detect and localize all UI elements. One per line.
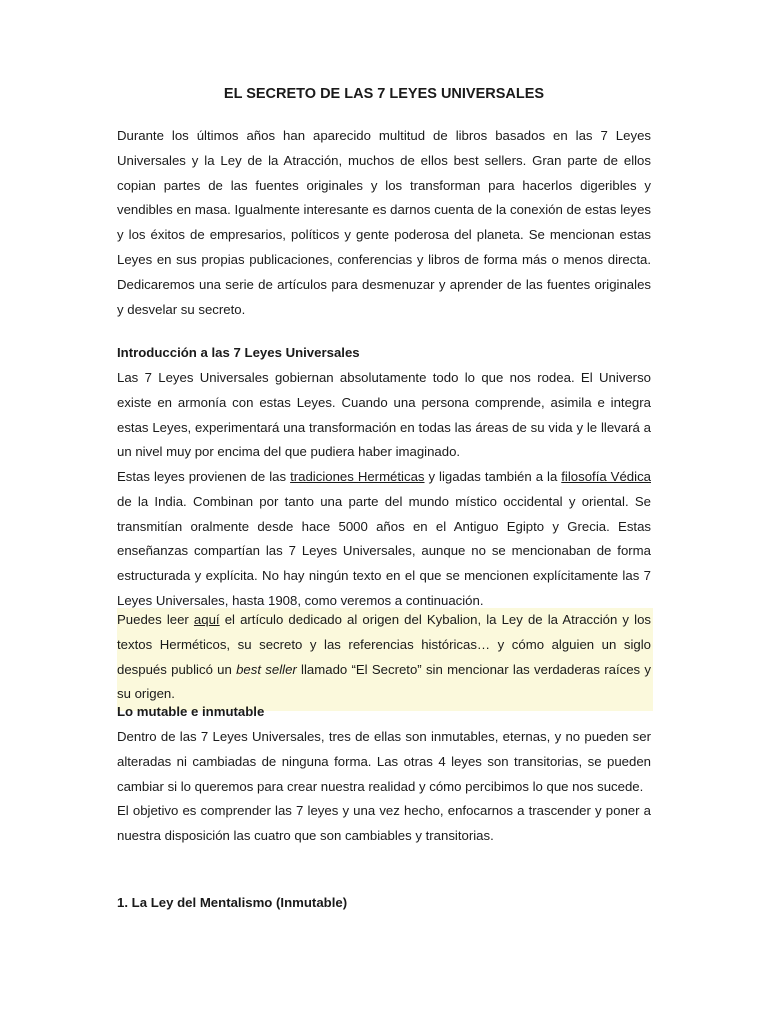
vedic-philosophy-link[interactable]: filosofía Védica (561, 469, 651, 484)
kybalion-article-link[interactable]: aquí (193, 612, 220, 627)
note-text-before: Puedes leer (117, 612, 194, 627)
objective-paragraph: El objetivo es comprender las 7 leyes y una vez hecho, enfocarnos a trascender y poner a nuestra disposición las cuatro que son cambiables y transitorias. (117, 803, 651, 843)
document-title: EL SECRETO DE LAS 7 LEYES UNIVERSALES (223, 86, 545, 102)
note-text-mid: el artículo dedicado al origen del Kybalion, la Ley de la Atracción y los textos Herméticos, su secreto y las referencias históricas… y cómo alguien un siglo después publicó un (117, 612, 651, 677)
intro-paragraph: Durante los últimos años han aparecido multitud de libros basados en las 7 Leyes Universales y la Ley de la Atracción, muchos de ellos best sellers. Gran parte de ellos copian partes de las fuentes originales y los transforman para hacerlos digeribles y vendibles en masa. Igualmente interesante es darnos cuenta de la conexión de estas leyes y los éxitos de empresarios, políticos y gente poderosa del planeta. Se mencionan estas Leyes en sus propias publicaciones, conferencias y libros de forma más o menos directa. Dedicaremos una serie de artículos para desmenuzar y aprender de las fuentes originales y desvelar su secreto. (117, 128, 651, 317)
origins-paragraph (117, 465, 651, 614)
mutable-paragraph: Dentro de las 7 Leyes Universales, tres de ellas son inmutables, eternas, y no pueden ser alteradas ni cambiadas de ninguna forma. Las otras 4 leyes son transitorias, se pueden cambiar si lo queremos para crear nuestra realidad y cómo percibimos lo que nos sucede. (117, 729, 651, 794)
section-heading-intro: Introducción a las 7 Leyes Universales (117, 345, 360, 360)
origins-text-mid: y ligadas también a la (424, 469, 562, 484)
note-text-after: llamado “El Secreto” sin mencionar las verdaderas raíces y su origen. (117, 661, 652, 702)
section-heading-law1: 1. La Ley del Mentalismo (Inmutable) (117, 895, 348, 910)
origins-text-after: de la India. Combinan por tanto una parte del mundo místico occidental y oriental. Se transmitían oralmente desde hace 5000 años en el Antiguo Egipto y Grecia. Estas enseñanzas compartían las 7 Leyes Universales, aunque no se mencionaban de forma estructurada y explícita. No hay ningún texto en el que se mencionen explícitamente las 7 Leyes Universales, hasta 1908, como veremos a continuación. (117, 493, 651, 608)
intro-laws-paragraph: Las 7 Leyes Universales gobiernan absolutamente todo lo que nos rodea. El Universo existe en armonía con estas Leyes. Cuando una persona comprende, asimila e integra estas Leyes, experimentará una transformación en todas las áreas de su vida y le llevará a un nivel muy por encima del que pudiera haber imaginado. (117, 370, 651, 460)
highlighted-note (117, 608, 653, 711)
section-heading-mutable: Lo mutable e inmutable (117, 704, 265, 719)
hermetic-traditions-link[interactable]: tradiciones Herméticas (290, 469, 425, 484)
note-italic-text: best seller (236, 661, 297, 677)
origins-text-before: Estas leyes provienen de las (117, 469, 291, 484)
